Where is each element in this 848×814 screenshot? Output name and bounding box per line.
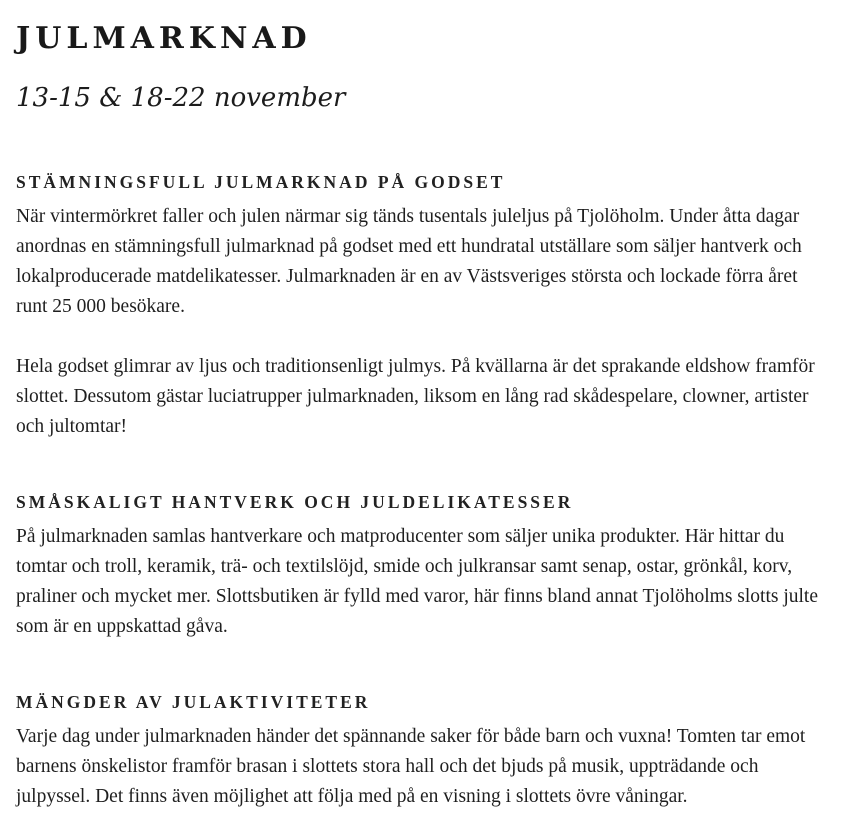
section-julmarknad-pa-godset (16, 172, 830, 442)
section-hantverk-och-juldelikatesser (16, 492, 830, 642)
body-paragraph: När vintermörkret faller och julen närmar sig tänds tusentals juleljus på Tjolöholm. Under åtta dagar anordnas en stämningsfull julmarknad på godset med ett hundratal utställare som säljer hantverk och lokalproducerade matdelikatesser. Julmarknaden är en av Västsveriges största och lockade förra året runt 25 000 besökare. (16, 206, 802, 318)
section-heading: STÄMNINGSFULL JULMARKNAD PÅ GODSET (16, 172, 506, 193)
event-dates-subtitle: 13-15 & 18-22 november (16, 83, 346, 113)
body-paragraph: Varje dag under julmarknaden händer det spännande saker för både barn och vuxna! Tomten tar emot barnens önskelistor framför brasan i slottets stora hall och det bjuds på musik, uppträdande och julpyssel. Det finns även möjlighet att följa med på en visning i slottets övre våningar. (16, 725, 806, 807)
section-heading: MÄNGDER AV JULAKTIVITETER (16, 691, 371, 712)
section-julaktiviteter (16, 692, 830, 812)
body-paragraph: På julmarknaden samlas hantverkare och matproducenter som säljer unika produkter. Här hittar du tomtar och troll, keramik, trä- och textilslöjd, smide och julkransar samt senap, ostar, grönkål, korv, praliner och mycket mer. Slottsbutiken är fylld med varor, här finns bland annat Tjolöholms slotts julte som är en uppskattad gåva. (16, 525, 818, 637)
page-title: JULMARKNAD (16, 21, 312, 56)
section-heading: SMÅSKALIGT HANTVERK OCH JULDELIKATESSER (16, 492, 574, 513)
body-paragraph: Hela godset glimrar av ljus och traditionsenligt julmys. På kvällarna är det sprakande eldshow framför slottet. Dessutom gästar luciatrupper julmarknaden, liksom en lång rad skådespelare, clowner, artister och jultomtar! (16, 356, 815, 438)
